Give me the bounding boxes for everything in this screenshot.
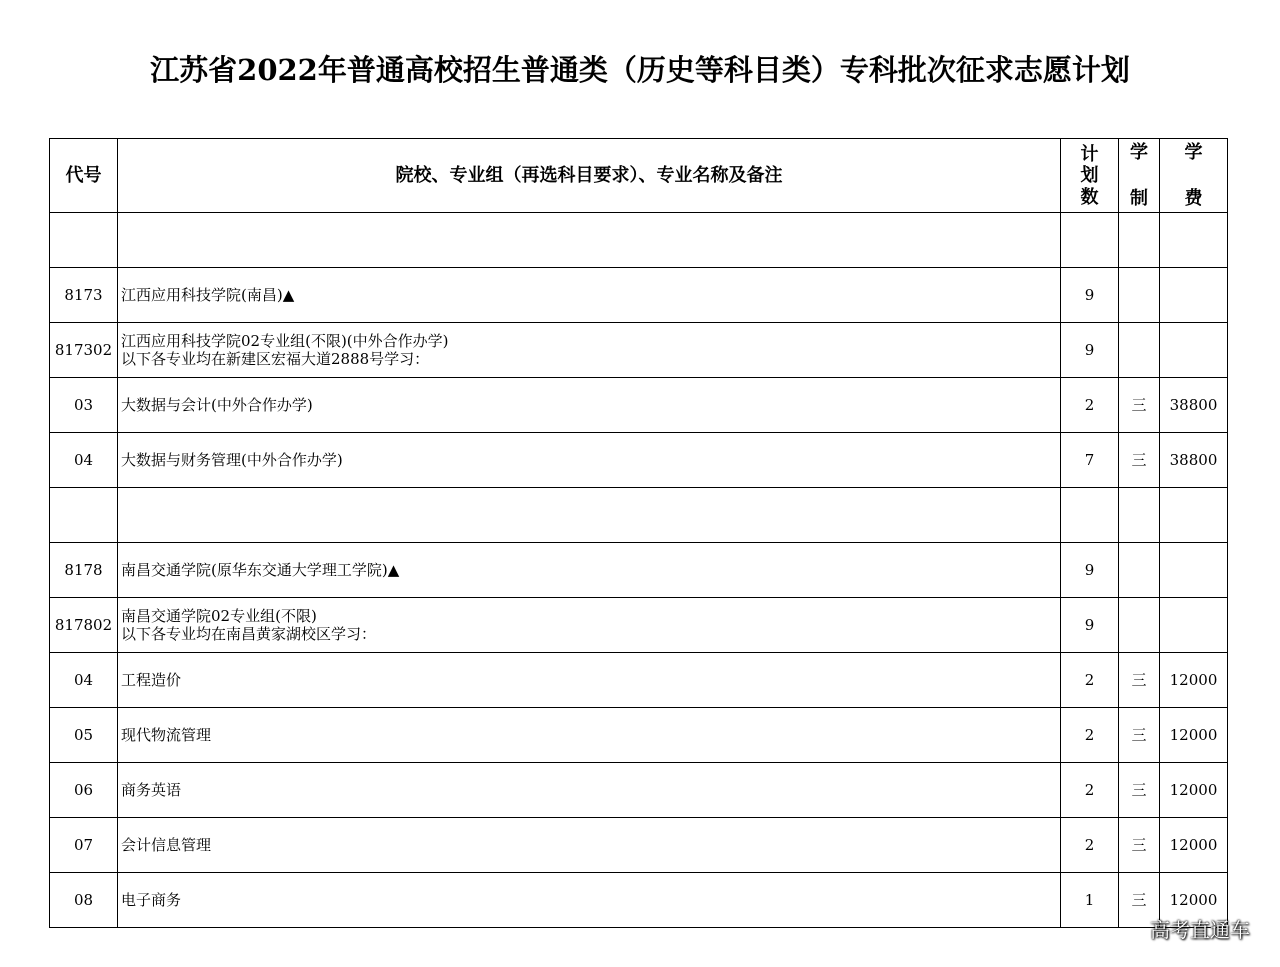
- cell-code: 06: [50, 763, 118, 818]
- cell-name: [118, 378, 1061, 433]
- cell-name-text: 大数据与财务管理(中外合作办学): [121, 451, 343, 469]
- cell-name-text: 现代物流管理: [121, 726, 212, 744]
- cell-duration: 三: [1119, 873, 1160, 928]
- cell-name-note: 以下各专业均在南昌黄家湖校区学习：: [121, 625, 377, 643]
- cell-name: [118, 488, 1061, 543]
- header-duration-char-1: 学: [1130, 141, 1148, 163]
- cell-plan: 7: [1061, 433, 1119, 488]
- cell-name: [118, 268, 1061, 323]
- table-row: [50, 543, 1228, 598]
- cell-name: [118, 873, 1061, 928]
- cell-name: [118, 543, 1061, 598]
- header-fee: [1160, 139, 1228, 213]
- cell-code: 07: [50, 818, 118, 873]
- header-plan-char-1: 计: [1080, 143, 1099, 165]
- cell-plan: 9: [1061, 323, 1119, 378]
- table-row: [50, 873, 1228, 928]
- cell-code: [50, 488, 118, 543]
- cell-code: 04: [50, 653, 118, 708]
- cell-name-text: 江西应用科技学院(南昌)▲: [121, 286, 295, 304]
- cell-plan: 9: [1061, 268, 1119, 323]
- cell-name-text: 工程造价: [121, 671, 182, 689]
- cell-code: 8178: [50, 543, 118, 598]
- cell-name: [118, 433, 1061, 488]
- cell-fee: [1160, 323, 1228, 378]
- cell-fee: [1160, 268, 1228, 323]
- cell-duration: 三: [1119, 818, 1160, 873]
- cell-fee: [1160, 488, 1228, 543]
- header-plan-char-3: 数: [1080, 186, 1099, 208]
- table-row: [50, 598, 1228, 653]
- cell-duration: [1119, 213, 1160, 268]
- cell-fee: 38800: [1160, 378, 1228, 433]
- cell-plan: 2: [1061, 763, 1119, 818]
- cell-duration: 三: [1119, 763, 1160, 818]
- cell-name: [118, 763, 1061, 818]
- cell-code: 05: [50, 708, 118, 763]
- cell-code: [50, 213, 118, 268]
- cell-plan: 1: [1061, 873, 1119, 928]
- cell-name: [118, 213, 1061, 268]
- cell-plan: 9: [1061, 598, 1119, 653]
- page-title: 江苏省2022年普通高校招生普通类（历史等科目类）专科批次征求志愿计划: [150, 53, 1130, 87]
- cell-name: [118, 323, 1061, 378]
- table-row: [50, 488, 1228, 543]
- cell-fee: 12000: [1160, 763, 1228, 818]
- cell-code: 817802: [50, 598, 118, 653]
- cell-name-text: 商务英语: [121, 781, 182, 799]
- cell-fee: [1160, 213, 1228, 268]
- table-header-row: [50, 139, 1228, 213]
- table-row: [50, 708, 1228, 763]
- cell-name-note: 以下各专业均在新建区宏福大道2888号学习：: [121, 350, 430, 368]
- header-plan: [1061, 139, 1119, 213]
- cell-fee: 12000: [1160, 818, 1228, 873]
- cell-code: 8173: [50, 268, 118, 323]
- cell-duration: [1119, 543, 1160, 598]
- cell-fee: 38800: [1160, 433, 1228, 488]
- cell-name: [118, 598, 1061, 653]
- cell-name-text: 南昌交通学院02专业组(不限): [121, 607, 317, 625]
- cell-name: [118, 653, 1061, 708]
- table-row: [50, 818, 1228, 873]
- cell-duration: [1119, 268, 1160, 323]
- cell-name: [118, 818, 1061, 873]
- cell-fee: [1160, 598, 1228, 653]
- cell-duration: 三: [1119, 653, 1160, 708]
- cell-name-text: 会计信息管理: [121, 836, 212, 854]
- cell-fee: 12000: [1160, 873, 1228, 928]
- table-body: [50, 213, 1228, 928]
- cell-code: 08: [50, 873, 118, 928]
- cell-name-text: 江西应用科技学院02专业组(不限)(中外合作办学): [121, 332, 449, 350]
- table-row: [50, 763, 1228, 818]
- cell-plan: 2: [1061, 708, 1119, 763]
- cell-fee: 12000: [1160, 708, 1228, 763]
- cell-plan: 2: [1061, 378, 1119, 433]
- table-row: [50, 213, 1228, 268]
- cell-plan: [1061, 213, 1119, 268]
- header-plan-char-2: 划: [1080, 165, 1099, 186]
- cell-code: 03: [50, 378, 118, 433]
- cell-fee: 12000: [1160, 653, 1228, 708]
- header-code: 代号: [50, 139, 118, 213]
- cell-name-text: 南昌交通学院(原华东交通大学理工学院)▲: [121, 561, 400, 579]
- header-duration-char-2: 制: [1130, 187, 1148, 209]
- table-row: [50, 378, 1228, 433]
- cell-name: [118, 708, 1061, 763]
- header-fee-char-1: 学: [1184, 141, 1203, 163]
- cell-name-text: 大数据与会计(中外合作办学): [121, 396, 313, 414]
- cell-duration: 三: [1119, 708, 1160, 763]
- cell-plan: 2: [1061, 818, 1119, 873]
- cell-duration: [1119, 598, 1160, 653]
- header-name: 院校、专业组（再选科目要求）、专业名称及备注: [118, 139, 1061, 213]
- table-row: [50, 323, 1228, 378]
- header-duration: [1119, 139, 1160, 213]
- cell-duration: 三: [1119, 433, 1160, 488]
- cell-duration: [1119, 323, 1160, 378]
- table-row: [50, 268, 1228, 323]
- cell-name-text: 电子商务: [121, 891, 182, 909]
- header-fee-char-2: 费: [1184, 187, 1203, 209]
- cell-plan: 9: [1061, 543, 1119, 598]
- cell-duration: 三: [1119, 378, 1160, 433]
- cell-fee: [1160, 543, 1228, 598]
- enrollment-plan-table: [49, 138, 1228, 928]
- table-row: [50, 433, 1228, 488]
- cell-duration: [1119, 488, 1160, 543]
- cell-plan: 2: [1061, 653, 1119, 708]
- table-row: [50, 653, 1228, 708]
- cell-code: 817302: [50, 323, 118, 378]
- cell-plan: [1061, 488, 1119, 543]
- cell-code: 04: [50, 433, 118, 488]
- watermark: 高考直通车: [1150, 918, 1250, 942]
